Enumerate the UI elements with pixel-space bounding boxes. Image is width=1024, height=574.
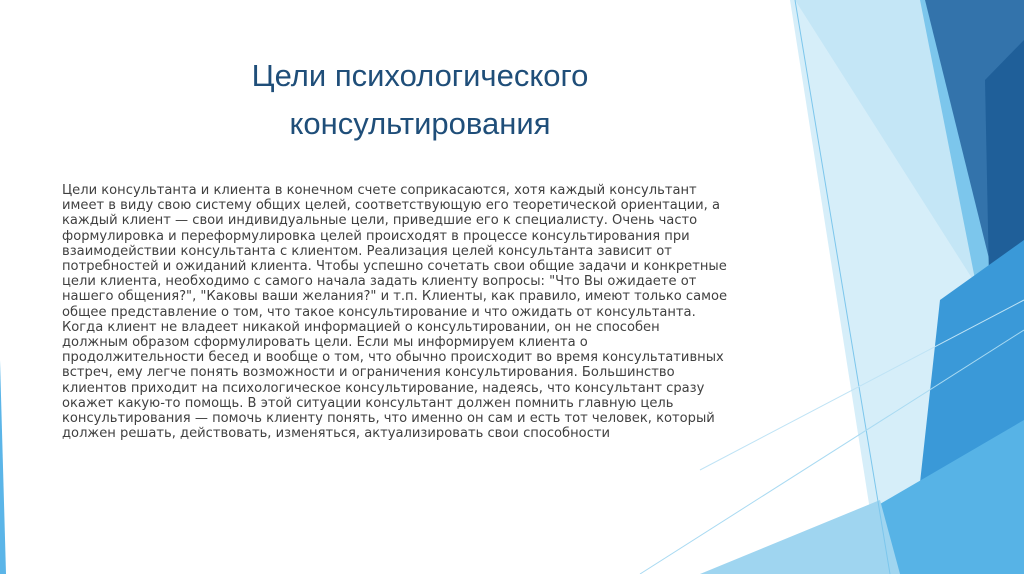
body-line: цели клиента, необходимо с самого начала задать клиенту вопросы: "Что Вы ожидаете от bbox=[62, 274, 697, 290]
title-line-2: консультирования bbox=[289, 106, 551, 141]
body-line: встреч, ему легче понять возможности и ограничения консультирования. Большинство bbox=[62, 365, 675, 381]
bottom-right-light bbox=[700, 500, 900, 574]
slide-body-text bbox=[62, 183, 782, 441]
body-line: взаимодействии консультанта с клиентом. Реализация целей консультанта зависит от bbox=[62, 243, 672, 259]
body-line: должен решать, действовать, изменяться, актуализировать свои способности bbox=[62, 426, 611, 442]
body-line: окажет какую-то помощь. В этой ситуации консультант должен помнить главную цель bbox=[62, 395, 674, 411]
body-line: клиентов приходит на психологическое консультирование, надеясь, что консультант сразу bbox=[62, 380, 705, 396]
body-line: общее представление о том, что такое консультирование и что ожидать от консультанта. bbox=[62, 304, 696, 320]
body-line: консультирования — помочь клиенту понять, что именно он сам и есть тот человек, который bbox=[62, 411, 715, 427]
title-line-1: Цели психологического bbox=[251, 58, 589, 93]
body-line: формулировка и переформулировка целей происходят в процессе консультирования при bbox=[62, 228, 690, 244]
body-line: Цели консультанта и клиента в конечном счете соприкасаются, хотя каждый консультант bbox=[62, 183, 697, 198]
body-line: должным образом сформулировать цели. Если мы информируем клиента о bbox=[62, 335, 588, 351]
body-line: продолжительности бесед и вообще о том, что обычно происходит во время консультативных bbox=[62, 350, 724, 366]
slide-title bbox=[140, 52, 700, 148]
body-line: имеет в виду свою систему общих целей, соответствующую его теоретической ориентации, а bbox=[62, 198, 721, 214]
body-line: нашего общения?", "Каковы ваши желания?" и т.п. Клиенты, как правило, имеют только самое bbox=[62, 289, 728, 305]
body-line: потребностей и ожиданий клиента. Чтобы успешно сочетать свои общие задачи и конкретные bbox=[62, 259, 727, 275]
body-line: Когда клиент не владеет никакой информацией о консультировании, он не способен bbox=[62, 319, 660, 335]
body-line: каждый клиент — свои индивидуальные цели, приведшие его к специалисту. Очень часто bbox=[62, 213, 698, 229]
left-accent-sliver bbox=[0, 360, 6, 574]
